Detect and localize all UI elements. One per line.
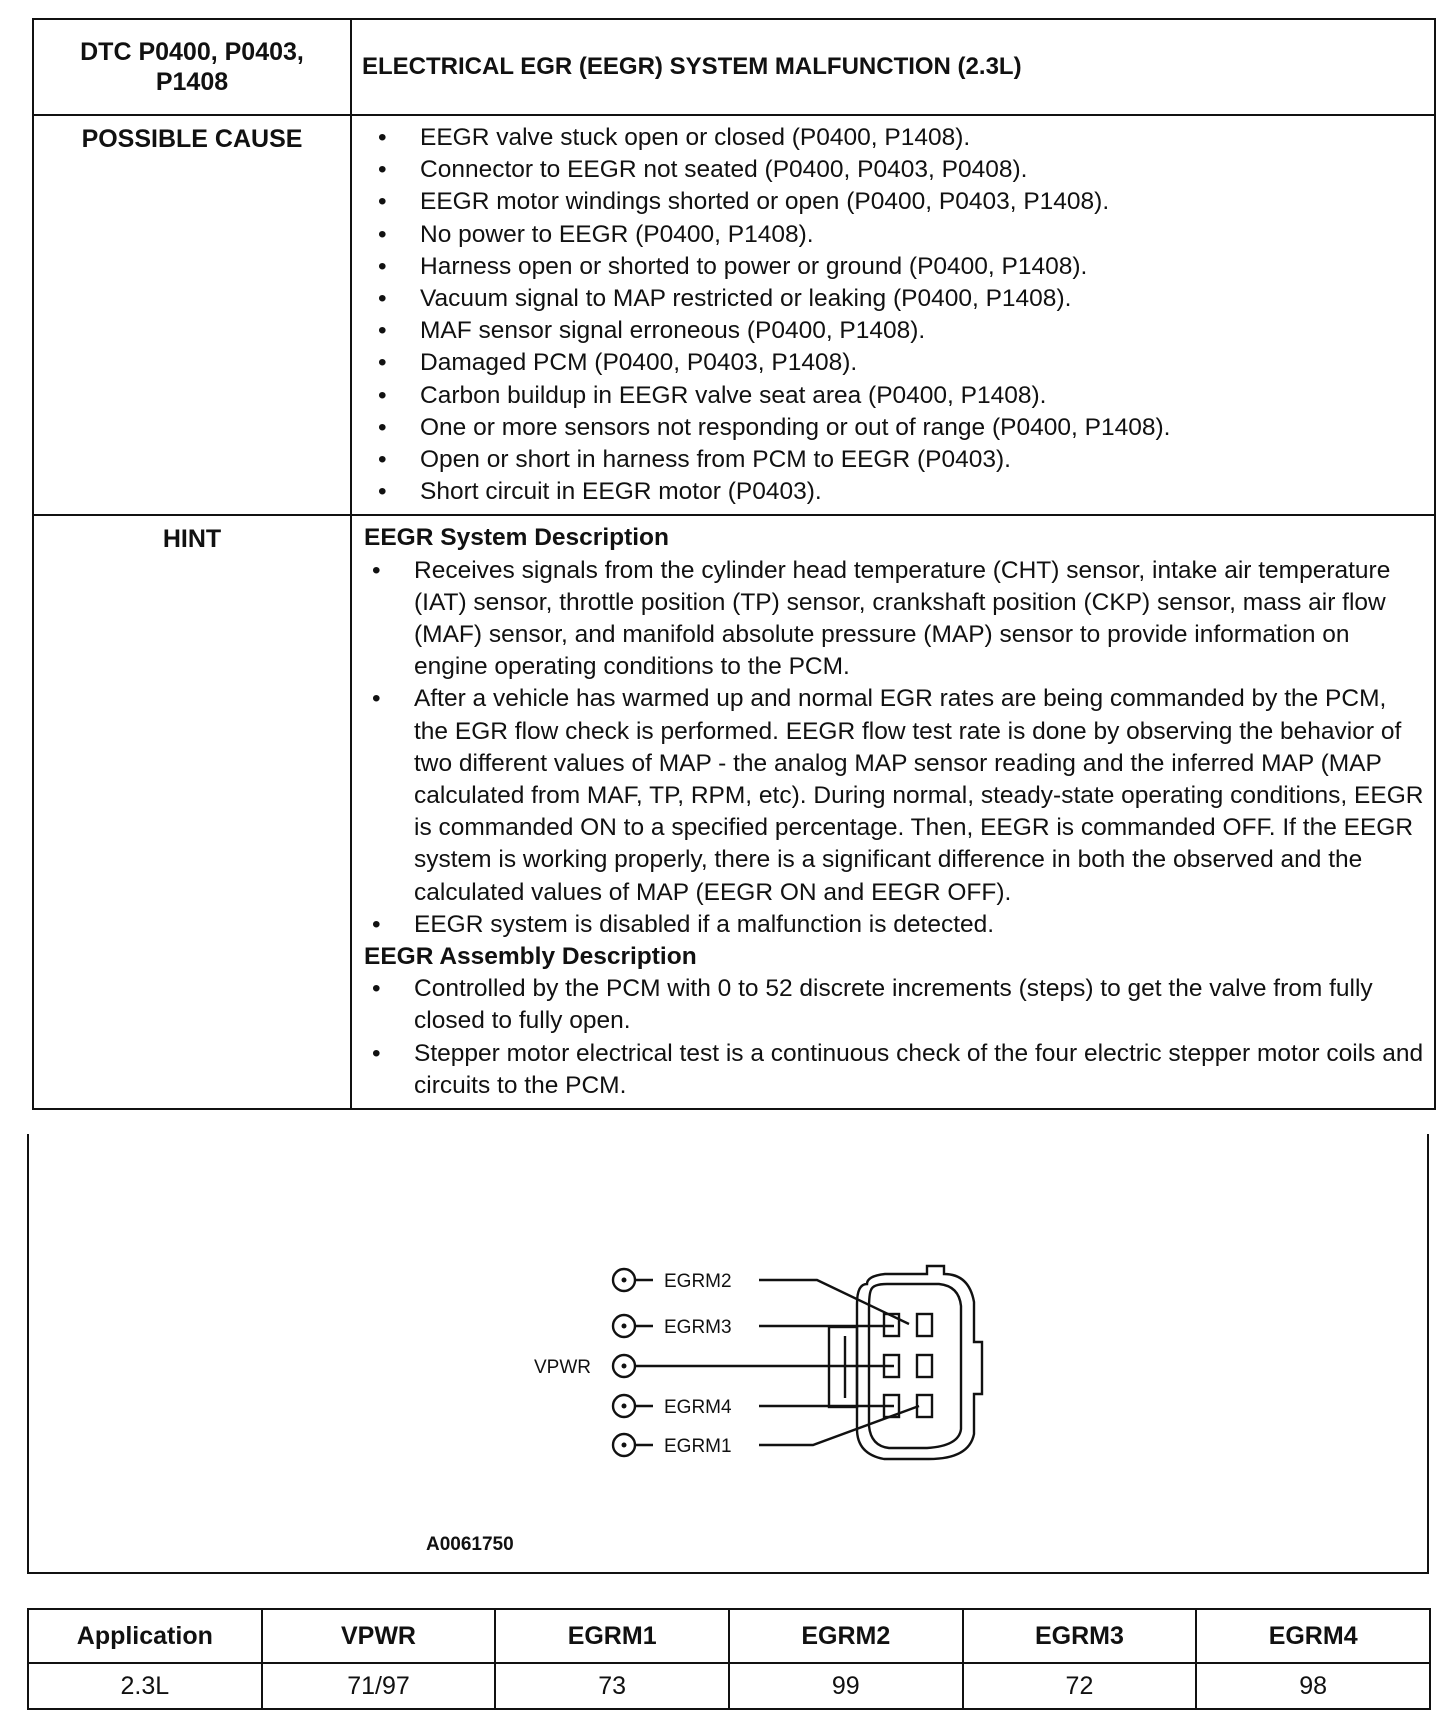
list-item: • One or more sensors not responding or out of range (P0400, P1408). xyxy=(370,412,1424,444)
dtc-table xyxy=(32,18,1436,1110)
list-item: • EEGR system is disabled if a malfunction is detected. xyxy=(364,909,1424,941)
list-item: • Open or short in harness from PCM to EEGR (P0403). xyxy=(370,444,1424,476)
pin-table xyxy=(27,1608,1431,1710)
list-item: • After a vehicle has warmed up and normal EGR rates are being commanded by the PCM, the EGR flow check is performed. EEGR flow test rate is done by observing the behavior of two different values of MAP - the analog MAP sensor reading and the inferred MAP (MAP calculated from MAF, TP, RPM, etc). During normal, steady-state operating conditions, EEGR is commanded ON to a specified percentage. Then, EEGR is commanded OFF. If the EEGR system is working properly, there is a significant difference in both the observed and the calculated values of MAP (EEGR ON and EEGR OFF). xyxy=(364,683,1424,908)
list-item: • Harness open or shorted to power or ground (P0400, P1408). xyxy=(370,251,1424,283)
hint-label: HINT xyxy=(33,515,351,1109)
cell-egrm2: 99 xyxy=(729,1663,963,1709)
wire-egrm2 xyxy=(759,1280,909,1324)
system-description-heading: EEGR System Description xyxy=(364,524,669,552)
possible-cause-content xyxy=(351,115,1435,515)
label-egrm4: EGRM4 xyxy=(664,1397,732,1418)
possible-cause-list xyxy=(370,122,1424,508)
list-item: • Short circuit in EEGR motor (P0403). xyxy=(370,476,1424,508)
hint-content xyxy=(351,515,1435,1109)
list-item: • MAF sensor signal erroneous (P0400, P1408). xyxy=(370,315,1424,347)
dtc-codes: DTC P0400, P0403, P1408 xyxy=(33,19,351,115)
col-header-egrm1: EGRM1 xyxy=(495,1609,729,1663)
label-egrm1: EGRM1 xyxy=(664,1436,732,1457)
list-item: • Receives signals from the cylinder head temperature (CHT) sensor, intake air temperature (IAT) sensor, throttle position (TP) sensor, crankshaft position (CKP) sensor, mass air flow (MAF) sensor, and manifold absolute pressure (MAP) sensor to provide information on engine operating conditions to the PCM. xyxy=(364,555,1424,684)
connector-diagram-box xyxy=(27,1134,1429,1574)
assembly-description-heading: EEGR Assembly Description xyxy=(364,943,697,971)
list-item: • No power to EEGR (P0400, P1408). xyxy=(370,219,1424,251)
cell-vpwr: 71/97 xyxy=(262,1663,496,1709)
list-item: • Connector to EEGR not seated (P0400, P0403, P0408). xyxy=(370,154,1424,186)
cell-application: 2.3L xyxy=(28,1663,262,1709)
list-item: • EEGR motor windings shorted or open (P0400, P0403, P1408). xyxy=(370,186,1424,218)
possible-cause-label: POSSIBLE CAUSE xyxy=(33,115,351,515)
list-item: • Carbon buildup in EEGR valve seat area (P0400, P1408). xyxy=(370,380,1424,412)
connector-body xyxy=(857,1266,982,1459)
cell-egrm3: 72 xyxy=(963,1663,1197,1709)
cell-egrm4: 98 xyxy=(1196,1663,1430,1709)
label-egrm2: EGRM2 xyxy=(664,1271,732,1292)
table-row xyxy=(28,1663,1430,1709)
assembly-description-list xyxy=(364,973,1424,1102)
wire-egrm1 xyxy=(759,1406,919,1445)
list-item: • Damaged PCM (P0400, P0403, P1408). xyxy=(370,347,1424,379)
col-header-egrm2: EGRM2 xyxy=(729,1609,963,1663)
col-header-egrm4: EGRM4 xyxy=(1196,1609,1430,1663)
list-item: • Vacuum signal to MAP restricted or leaking (P0400, P1408). xyxy=(370,283,1424,315)
list-item: • Controlled by the PCM with 0 to 52 discrete increments (steps) to get the valve from fully closed to fully open. xyxy=(364,973,1424,1037)
label-egrm3: EGRM3 xyxy=(664,1317,732,1338)
hint-row xyxy=(33,515,1435,1109)
connector-diagram xyxy=(29,1134,1431,1574)
possible-cause-row xyxy=(33,115,1435,515)
col-header-application: Application xyxy=(28,1609,262,1663)
header-row xyxy=(33,19,1435,115)
figure-id: A0061750 xyxy=(426,1534,514,1555)
label-vpwr: VPWR xyxy=(534,1357,591,1378)
list-item: • EEGR valve stuck open or closed (P0400, P1408). xyxy=(370,122,1424,154)
list-item: • Stepper motor electrical test is a continuous check of the four electric stepper motor coils and circuits to the PCM. xyxy=(364,1038,1424,1102)
page-title: ELECTRICAL EGR (EEGR) SYSTEM MALFUNCTION (2.3L) xyxy=(351,19,1435,115)
pin-table-header xyxy=(28,1609,1430,1663)
col-header-vpwr: VPWR xyxy=(262,1609,496,1663)
col-header-egrm3: EGRM3 xyxy=(963,1609,1197,1663)
cell-egrm1: 73 xyxy=(495,1663,729,1709)
system-description-list xyxy=(364,555,1424,941)
